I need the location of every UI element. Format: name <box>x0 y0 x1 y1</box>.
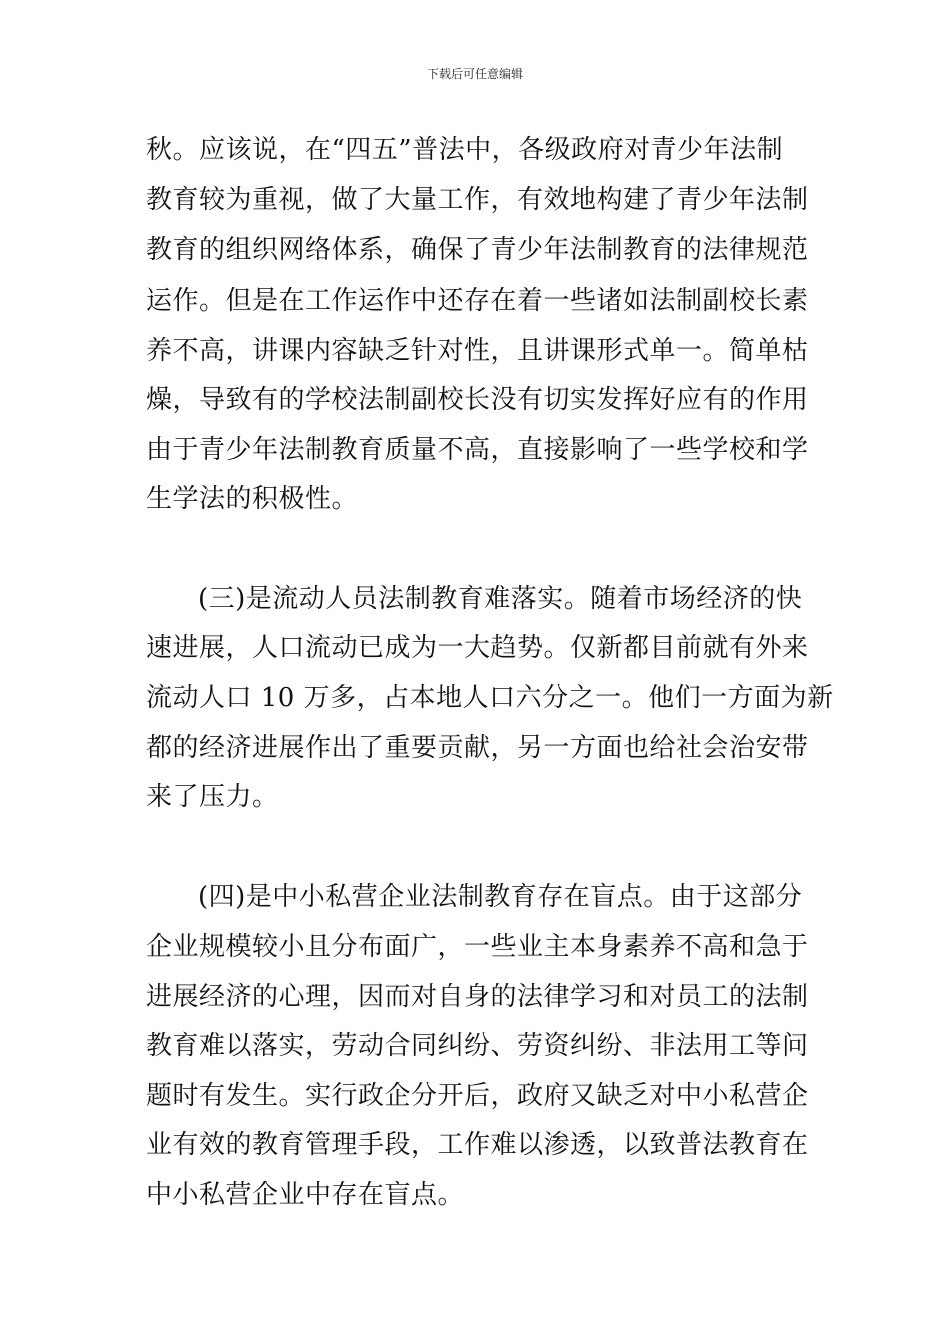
paragraph-2-line-1: (三)是流动人员法制教育难落实。随着市场经济的快 <box>198 584 803 614</box>
paragraph-3-line-1: (四)是中小私营企业法制教育存在盲点。由于这部分 <box>198 882 803 912</box>
paragraph-1-line-7: 由于青少年法制教育质量不高，直接影响了一些学校和学 <box>146 435 809 465</box>
paragraph-2-line-2: 速进展，人口流动已成为一大趋势。仅新都目前就有外来 <box>146 633 809 663</box>
paragraph-3-line-7: 中小私营企业中存在盲点。 <box>146 1180 465 1210</box>
paragraph-2-line-3: 流动人口 10 万多，占本地人口六分之一。他们一方面为新 <box>146 683 834 713</box>
paragraph-1-line-2: 教育较为重视，做了大量工作，有效地构建了青少年法制 <box>146 185 809 215</box>
paragraph-3-line-3: 进展经济的心理，因而对自身的法律学习和对员工的法制 <box>146 982 809 1012</box>
paragraph-3-line-5: 题时有发生。实行政企分开后，政府又缺乏对中小私营企 <box>146 1081 809 1111</box>
page-header: 下载后可任意编辑 <box>426 67 523 81</box>
paragraph-2-line-4: 都的经济进展作出了重要贡献，另一方面也给社会治安带 <box>146 733 809 763</box>
paragraph-1-line-6: 燥，导致有的学校法制副校长没有切实发挥好应有的作用 <box>146 385 809 415</box>
paragraph-1-line-4: 运作。但是在工作运作中还存在着一些诸如法制副校长素 <box>146 286 809 316</box>
paragraph-1-line-3: 教育的组织网络体系，确保了青少年法制教育的法律规范 <box>146 235 809 265</box>
paragraph-2-line-5: 来了压力。 <box>146 782 279 812</box>
paragraph-3-line-6: 业有效的教育管理手段，工作难以渗透，以致普法教育在 <box>146 1130 809 1160</box>
paragraph-1-line-8: 生学法的积极性。 <box>146 484 359 514</box>
paragraph-1-line-1: 秋。应该说，在“四五”普法中，各级政府对青少年法制 <box>146 135 784 165</box>
paragraph-3-line-2: 企业规模较小且分布面广，一些业主本身素养不高和急于 <box>146 932 809 962</box>
paragraph-3-line-4: 教育难以落实，劳动合同纠纷、劳资纠纷、非法用工等问 <box>146 1031 809 1061</box>
paragraph-1-line-5: 养不高，讲课内容缺乏针对性，且讲课形式单一。简单枯 <box>146 336 809 366</box>
